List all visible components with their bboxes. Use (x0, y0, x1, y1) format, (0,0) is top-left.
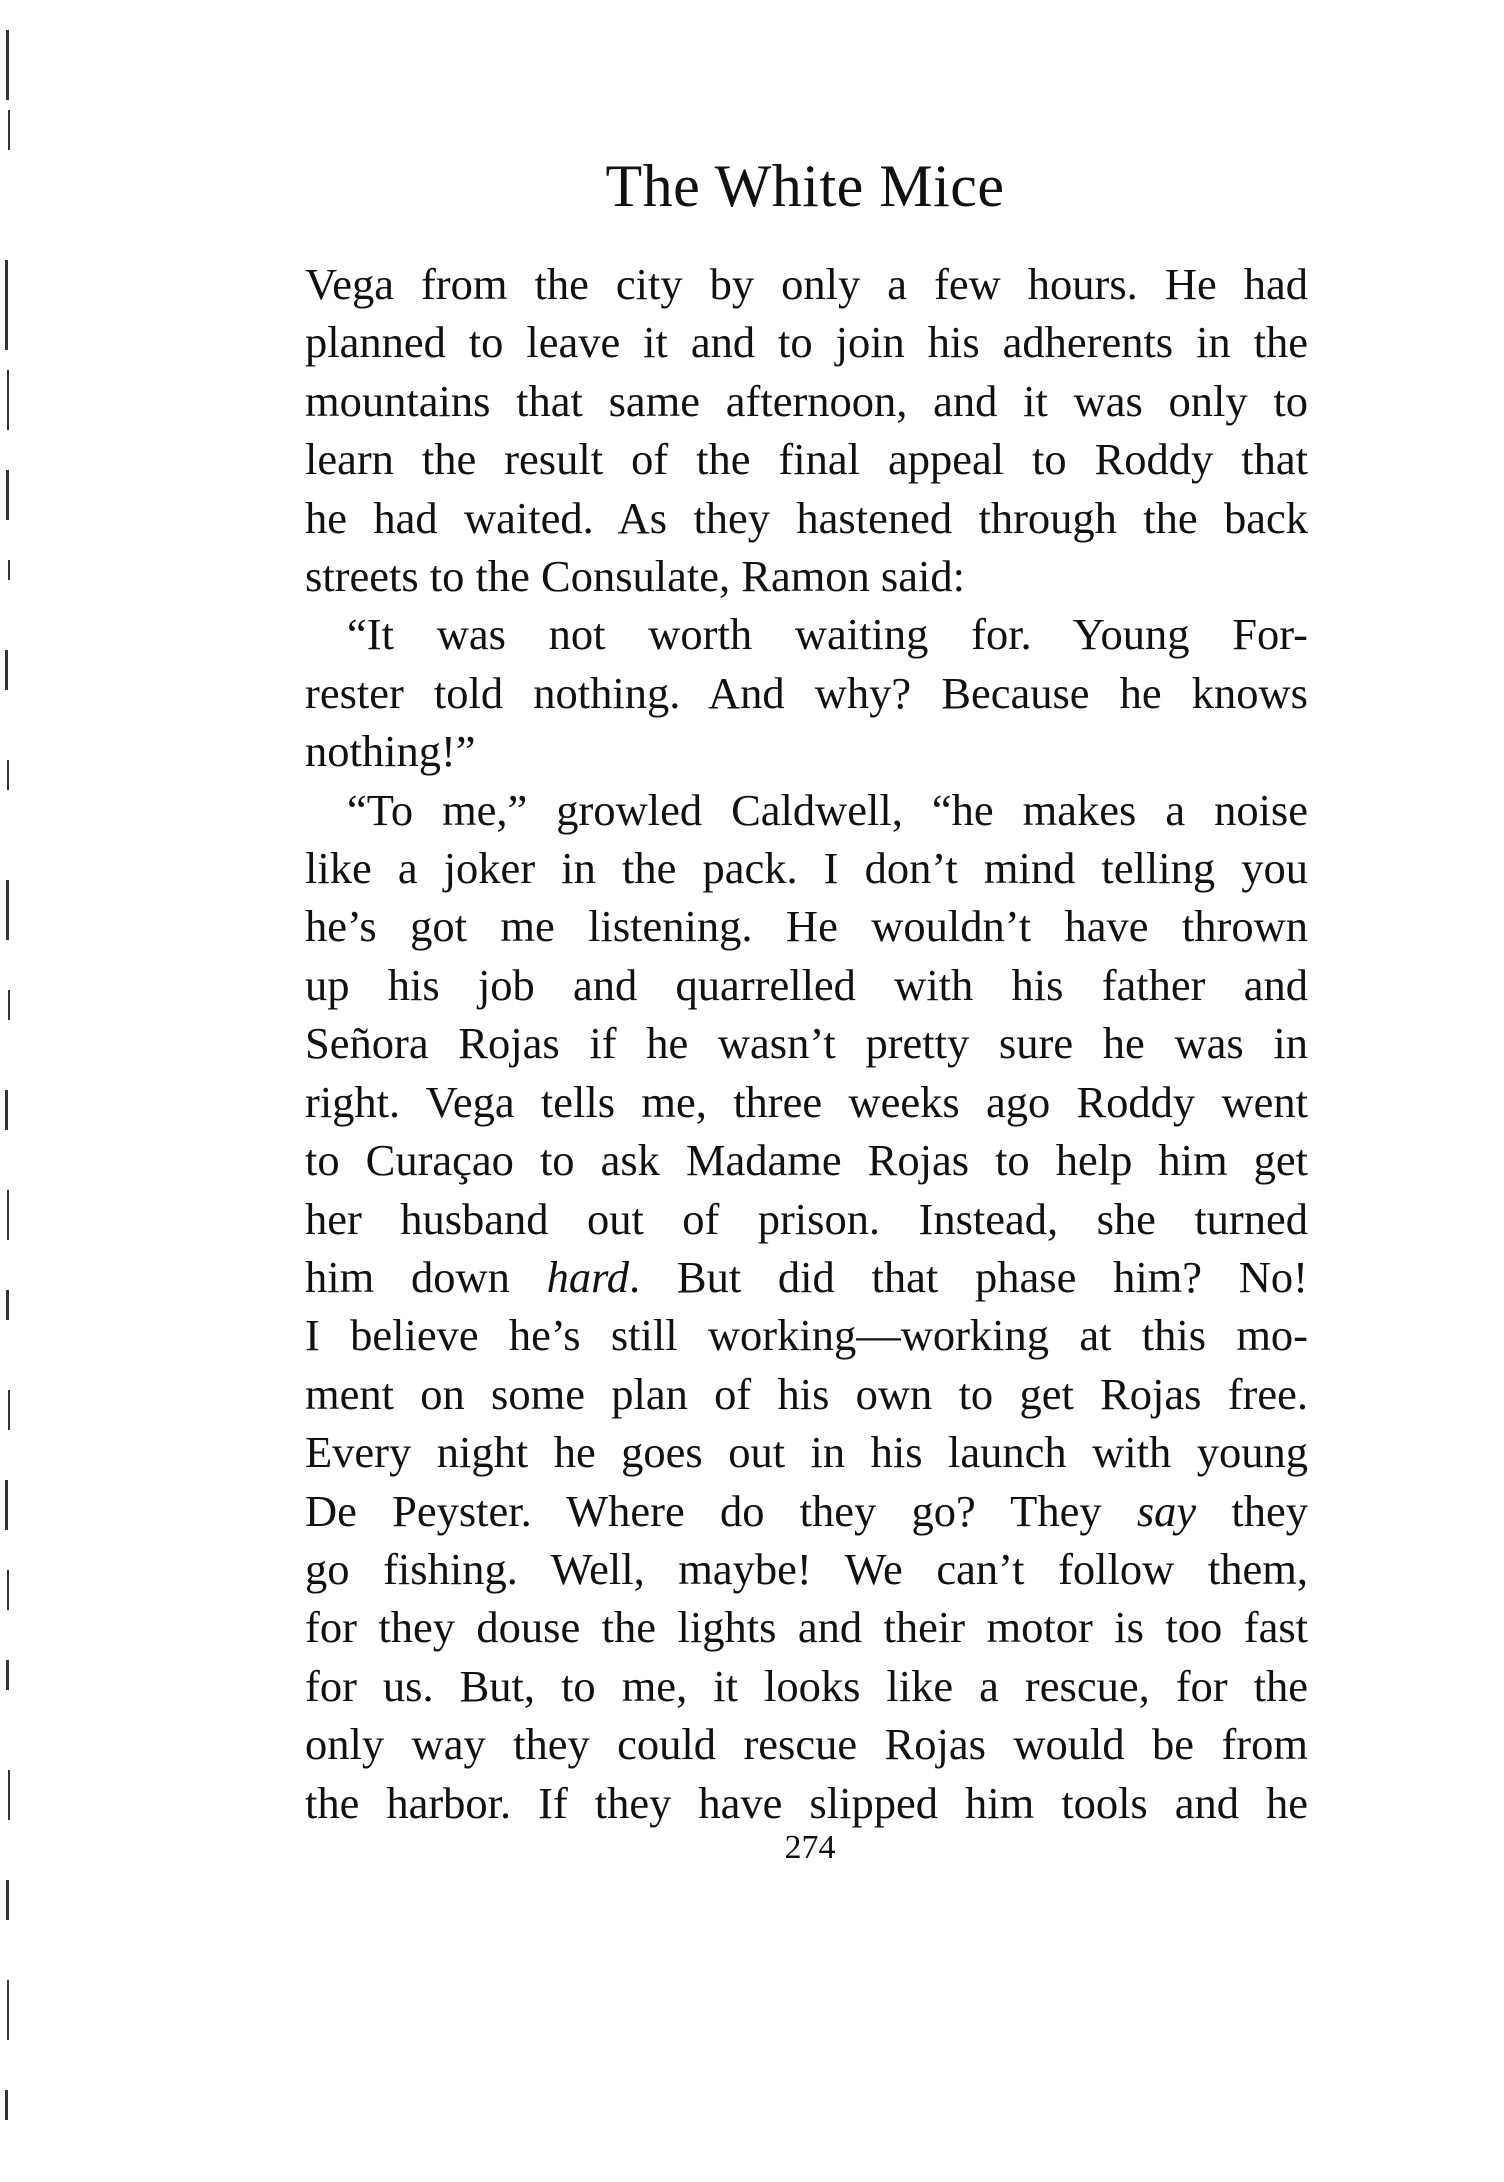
text-line: her husband out of prison. Instead, she turned (305, 1193, 1308, 1244)
scan-speck (8, 560, 10, 580)
text-line: for they douse the lights and their motor is too fast (305, 1602, 1308, 1653)
scan-speck (6, 1290, 9, 1320)
scan-speck (7, 1190, 9, 1240)
scan-margin-speckles (0, 0, 40, 2182)
scan-speck (7, 1980, 9, 2040)
scan-speck (6, 880, 9, 940)
text-line: only way they could rescue Rojas would be from (305, 1719, 1308, 1770)
text-line: to Curaçao to ask Madame Rojas to help him get (305, 1135, 1308, 1186)
page-number: 274 (784, 1829, 836, 1866)
text-line: nothing!” (305, 726, 476, 777)
text-line: planned to leave it and to join his adherents in the (305, 317, 1308, 368)
scan-speck (6, 30, 9, 100)
text-line: the harbor. If they have slipped him tools and he (305, 1777, 1308, 1828)
scan-speck (5, 1480, 8, 1530)
scan-speck (5, 1090, 8, 1130)
text-line: I believe he’s still working—working at this mo- (305, 1310, 1308, 1361)
text-line: Vega from the city by only a few hours. He had (305, 259, 1308, 309)
text-line: learn the result of the final appeal to Roddy that (305, 434, 1308, 485)
scan-speck (5, 260, 8, 350)
scan-speck (6, 470, 9, 520)
scan-speck (7, 1570, 9, 1610)
text-line: go fishing. Well, maybe! We can’t follow them, (305, 1543, 1308, 1594)
text-line: “To me,” growled Caldwell, “he makes a noise (347, 784, 1308, 835)
text-line: rester told nothing. And why? Because he knows (305, 667, 1308, 718)
text-line: him down hard. But did that phase him? No! (305, 1251, 1308, 1302)
text-line: Señora Rojas if he wasn’t pretty sure he was in (305, 1018, 1308, 1069)
scan-speck (8, 110, 10, 150)
scan-speck (7, 760, 9, 790)
scan-speck (8, 990, 10, 1020)
text-line: right. Vega tells me, three weeks ago Roddy went (305, 1076, 1308, 1127)
scan-speck (6, 1880, 9, 1920)
text-line: mountains that same afternoon, and it was only to (305, 375, 1308, 426)
text-line: like a joker in the pack. I don’t mind telling you (305, 843, 1308, 894)
text-line: he’s got me listening. He wouldn’t have thrown (305, 901, 1308, 952)
scan-speck (7, 370, 9, 430)
scan-speck (5, 650, 8, 690)
running-head: The White Mice (605, 153, 1005, 219)
scan-speck (6, 1660, 9, 1690)
text-line: he had waited. As they hastened through the back (305, 492, 1308, 543)
body-text (305, 255, 1308, 1832)
text-line: ment on some plan of his own to get Rojas free. (305, 1368, 1308, 1419)
text-line: Every night he goes out in his launch with young (305, 1427, 1308, 1478)
scan-speck (8, 1390, 10, 1430)
scan-speck (8, 1770, 10, 1820)
text-line: De Peyster. Where do they go? They say they (305, 1485, 1308, 1536)
text-line: up his job and quarrelled with his father and (305, 959, 1308, 1010)
text-line: streets to the Consulate, Ramon said: (305, 551, 965, 602)
text-line: “It was not worth waiting for. Young For- (347, 609, 1308, 660)
scan-speck (5, 2090, 8, 2120)
text-line: for us. But, to me, it looks like a rescue, for the (305, 1660, 1308, 1711)
